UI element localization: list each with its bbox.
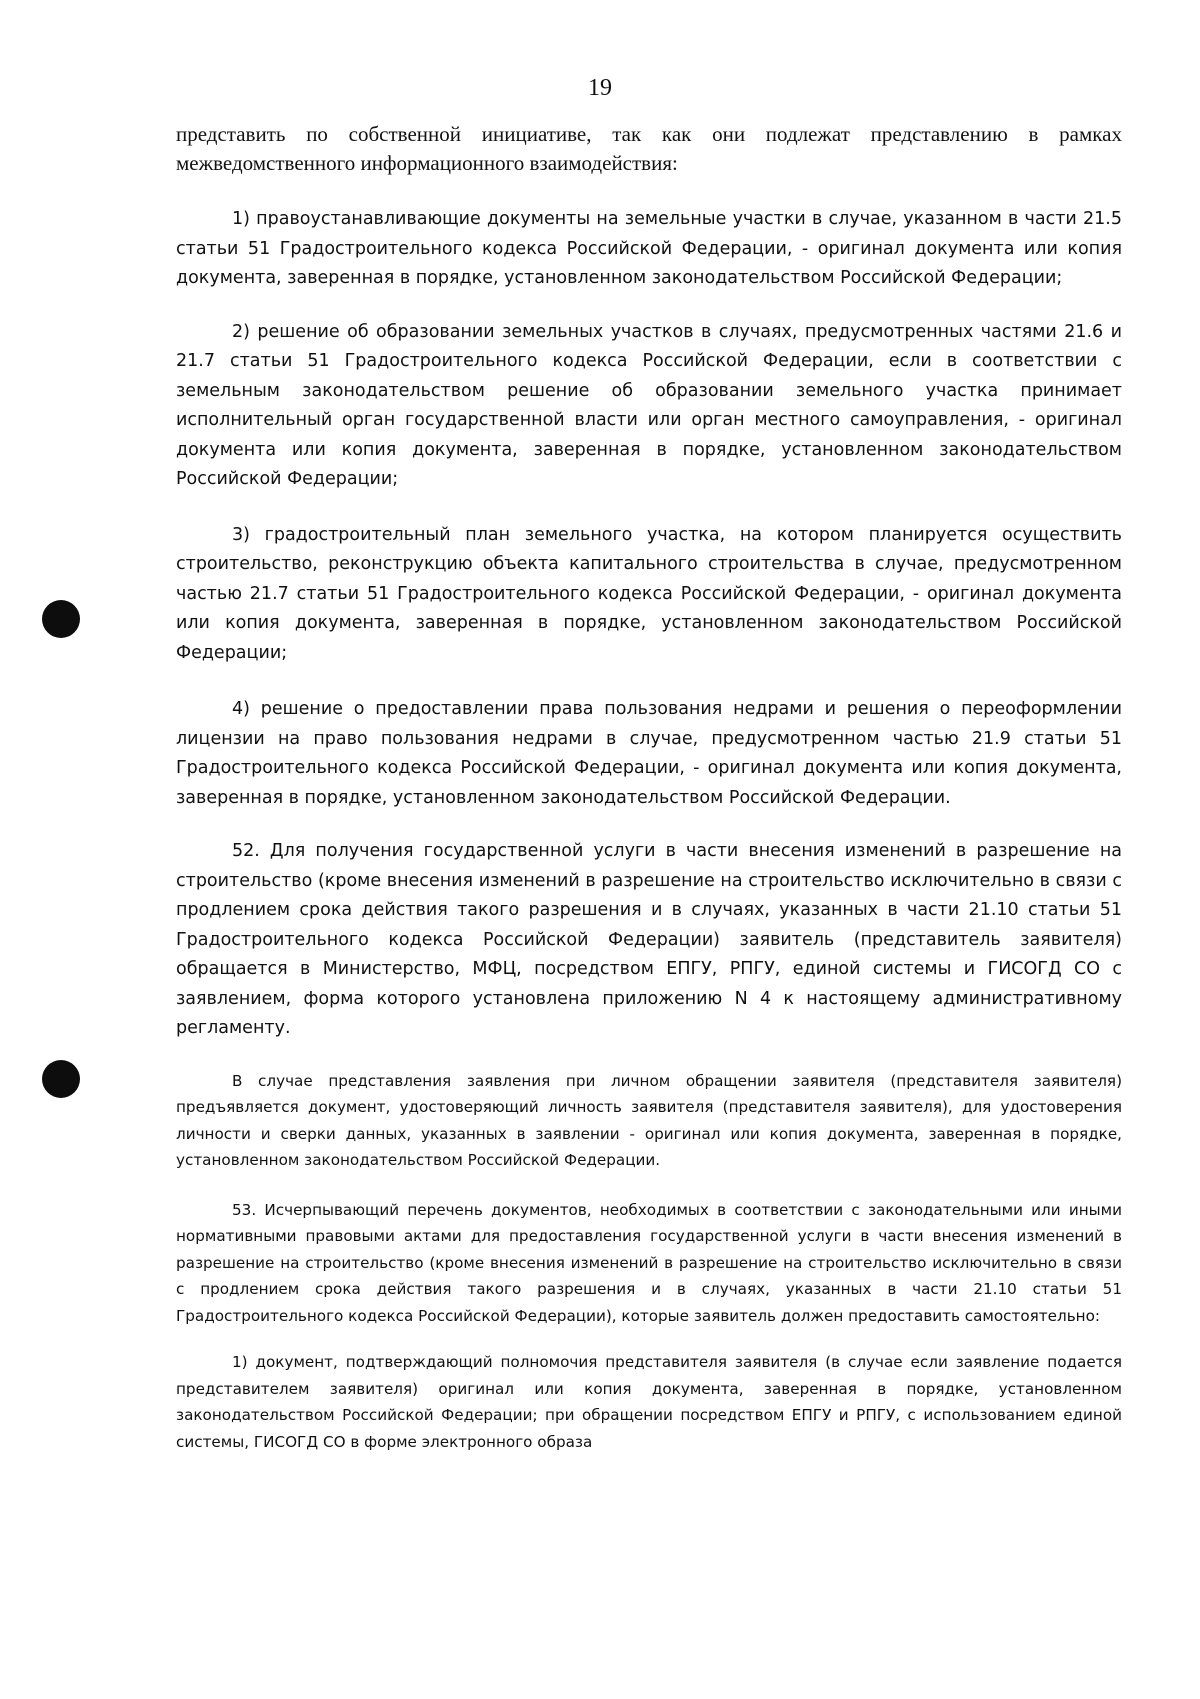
paragraph-intro: представить по собственной инициативе, так как они подлежат представлению в рамках межведомственного информационного взаимодействия: [176,122,1122,175]
list-item-2: 2) решение об образовании земельных участков в случаях, предусмотренных частями 21.6 и 21.7 статьи 51 Градостроительного кодекса Российской Федерации, если в соответствии с земельным законодательством решение об образовании земельного участка принимает исполнительный орган государственной власти или орган местного самоуправления, - оригинал документа или копия документа, заверенная в порядке, установленном законодательством Российской Федерации; [176,321,1122,489]
section-52-paragraph: 52. Для получения государственной услуги в части внесения изменений в разрешение на строительство (кроме внесения изменений в разрешение на строительство исключительно в связи с продлением срока действия такого разрешения и в случаях, указанных в части 21.10 статьи 51 Градостроительного кодекса Российской Федерации) заявитель (представитель заявителя) обращается в Министерство, МФЦ, посредством ЕПГУ, РПГУ, единой системы и ГИСОГД СО с заявлением, форма которого установлена приложению N 4 к настоящему административному регламенту. [176,841,1122,1038]
list-item-1: 1) правоустанавливающие документы на земельные участки в случае, указанном в части 21.5 статьи 51 Градостроительного кодекса Российской Федерации, - оригинал документа или копия документа, заверенная в порядке, установленном законодательством Российской Федерации; [176,209,1122,288]
list-item-3: 3) градостроительный план земельного участка, на котором планируется осуществить строительство, реконструкцию объекта капитального строительства в случае, предусмотренном частью 21.7 статьи 51 Градостроительного кодекса Российской Федерации, - оригинал документа или копия документа, заверенная в порядке, установленном законодательством Российской Федерации; [176,524,1122,663]
punch-hole-bottom [42,1060,80,1098]
punch-hole-top [42,600,80,638]
section-52-note-paragraph: В случае представления заявления при личном обращении заявителя (представителя заявителя) предъявляется документ, удостоверяющий личность заявителя (представителя заявителя), для удостоверения личности и сверки данных, указанных в заявлении - оригинал или копия документа, заверенная в порядке, установленном законодательством Российской Федерации. [176,1071,1122,1169]
document-body [176,120,1122,1455]
section-53-list-item-1: 1) документ, подтверждающий полномочия представителя заявителя (в случае если заявление подается представителем заявителя) оригинал или копия документа, заверенная в порядке, установленном законодательством Российской Федерации; при обращении посредством ЕПГУ и РПГУ, с использованием единой системы, ГИСОГД СО в форме электронного образа [176,1353,1122,1451]
section-53-paragraph: 53. Исчерпывающий перечень документов, необходимых в соответствии с законодательными или иными нормативными правовыми актами для предоставления государственной услуги в части внесения изменений в разрешение на строительство (кроме внесения изменений в разрешение на строительство исключительно в связи с продлением срока действия такого разрешения и в случаях, указанных в части 21.10 статьи 51 Градостроительного кодекса Российской Федерации), которые заявитель должен предоставить самостоятельно: [176,1200,1122,1325]
list-item-4: 4) решение о предоставлении права пользования недрами и решения о переоформлении лицензии на право пользования недрами в случае, предусмотренном частью 21.9 статьи 51 Градостроительного кодекса Российской Федерации, - оригинал документа или копия документа, заверенная в порядке, установленном законодательством Российской Федерации. [176,699,1122,808]
page-number: 19 [588,75,612,101]
